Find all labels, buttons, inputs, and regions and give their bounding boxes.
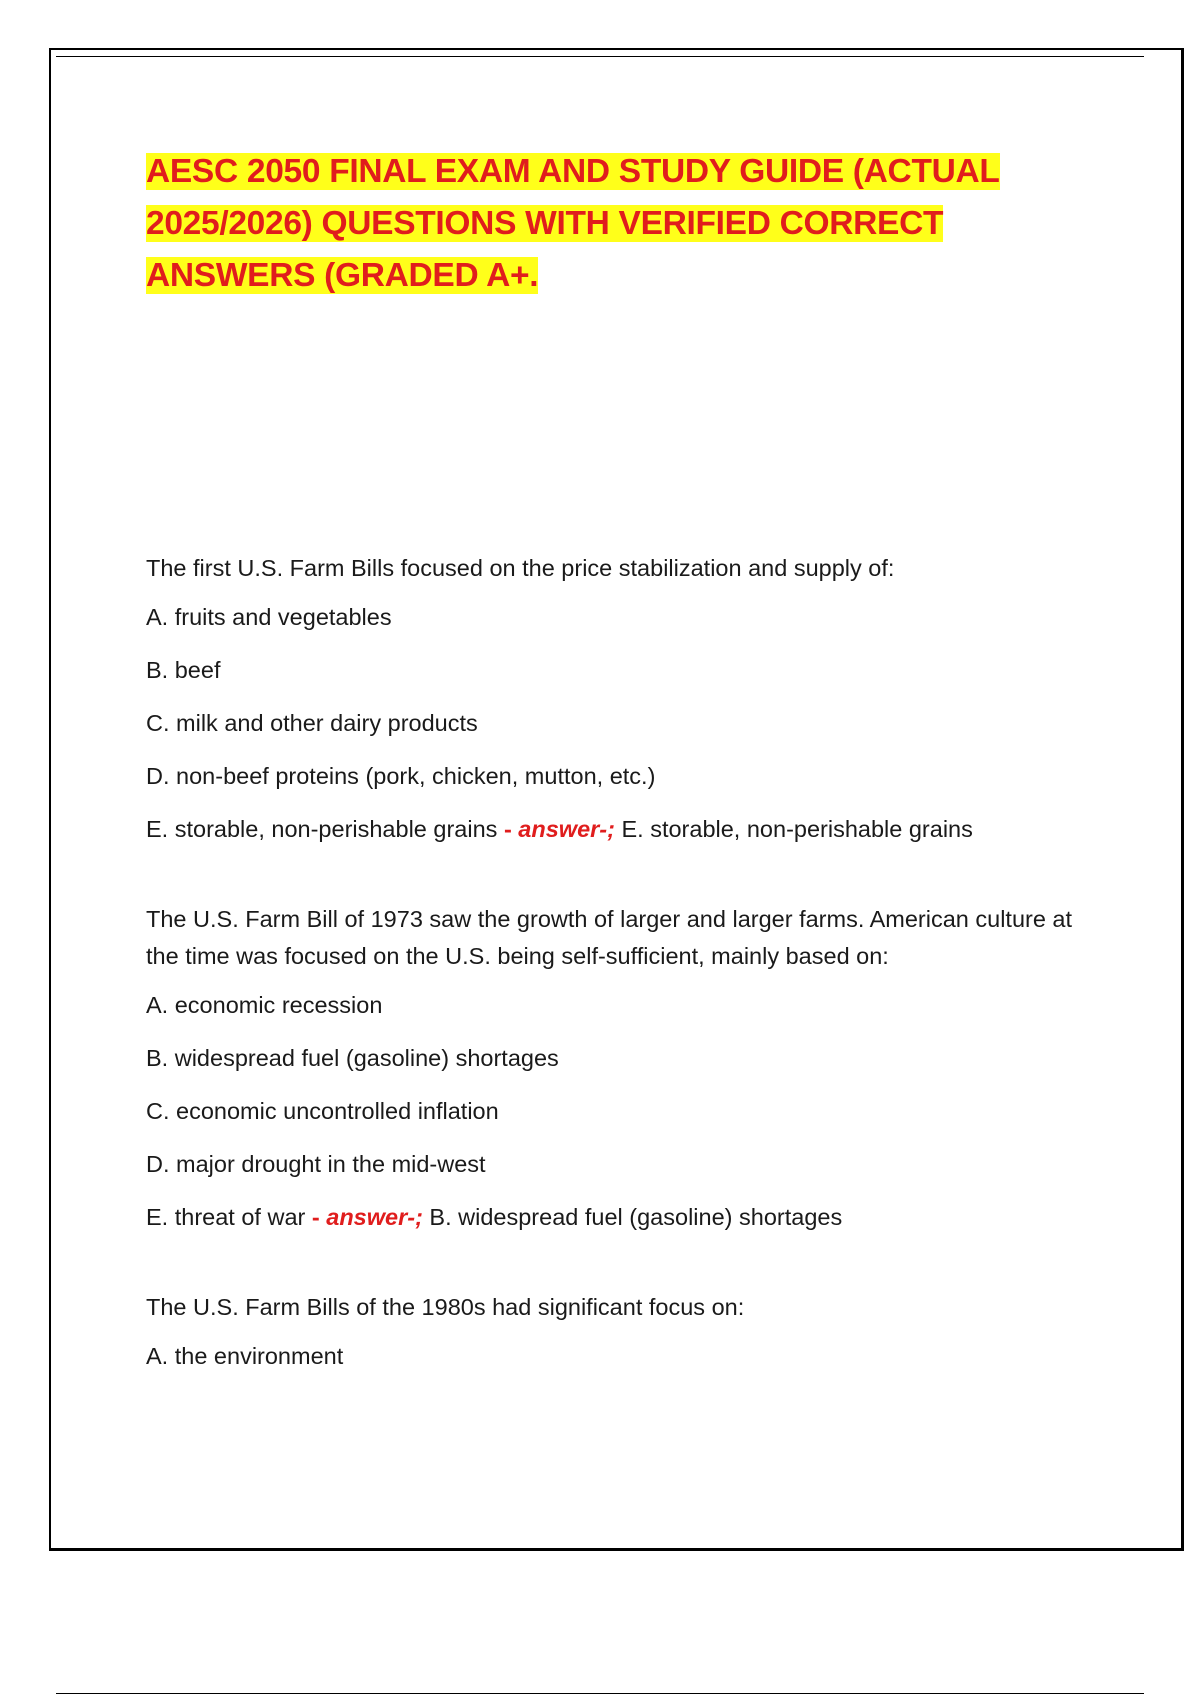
correct-answer: B. widespread fuel (gasoline) shortages bbox=[429, 1204, 843, 1230]
answer-marker: answer-; bbox=[518, 816, 615, 842]
top-rule bbox=[56, 56, 1144, 57]
title-line: 2025/2026) QUESTIONS WITH VERIFIED CORRECT bbox=[146, 205, 944, 242]
question-text: The U.S. Farm Bill of 1973 saw the growth of larger and larger farms. American culture at the time was focused on the U.S. being self-sufficient, mainly based on: bbox=[146, 906, 1073, 969]
option-d: D. non-beef proteins (pork, chicken, mutton, etc.) bbox=[146, 763, 656, 789]
option-e: E. storable, non-perishable grains bbox=[146, 816, 498, 842]
option-d: D. major drought in the mid-west bbox=[146, 1151, 486, 1177]
option-e-with-answer bbox=[146, 1203, 1106, 1231]
question-text: The first U.S. Farm Bills focused on the price stabilization and supply of: bbox=[146, 555, 895, 581]
answer-marker: answer-; bbox=[326, 1204, 423, 1230]
question-3 bbox=[146, 1289, 1106, 1370]
title-line: ANSWERS (GRADED A+. bbox=[146, 257, 539, 294]
option-a: A. economic recession bbox=[146, 992, 383, 1018]
option-b: B. beef bbox=[146, 657, 221, 683]
option-c: C. economic uncontrolled inflation bbox=[146, 1098, 499, 1124]
answer-dash: - bbox=[503, 816, 519, 842]
title-line: AESC 2050 FINAL EXAM AND STUDY GUIDE (ACTUAL bbox=[146, 153, 1000, 190]
correct-answer: E. storable, non-perishable grains bbox=[621, 816, 973, 842]
document-body bbox=[146, 146, 1106, 1428]
option-a: A. fruits and vegetables bbox=[146, 604, 392, 630]
option-b: B. widespread fuel (gasoline) shortages bbox=[146, 1045, 559, 1071]
document-title bbox=[146, 146, 1106, 302]
question-2 bbox=[146, 901, 1106, 1231]
question-text: The U.S. Farm Bills of the 1980s had significant focus on: bbox=[146, 1294, 745, 1320]
option-a: A. the environment bbox=[146, 1343, 344, 1369]
answer-dash: - bbox=[311, 1204, 327, 1230]
question-1 bbox=[146, 550, 1106, 843]
option-e: E. threat of war bbox=[146, 1204, 306, 1230]
option-c: C. milk and other dairy products bbox=[146, 710, 478, 736]
option-e-with-answer bbox=[146, 815, 1106, 843]
bottom-rule bbox=[56, 1693, 1144, 1694]
question-list bbox=[146, 550, 1106, 1370]
